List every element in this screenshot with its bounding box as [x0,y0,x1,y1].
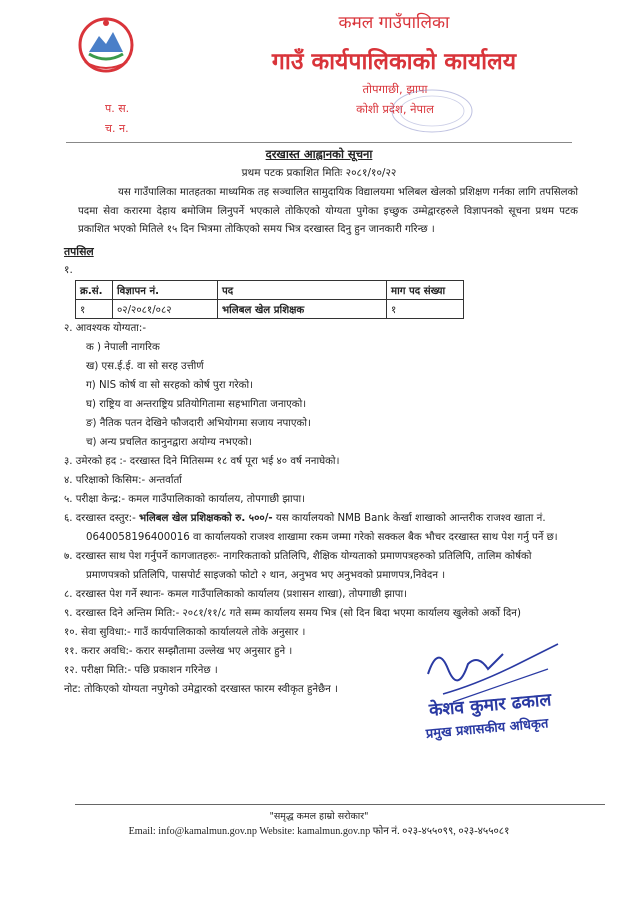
item-1-number: १. [64,264,73,276]
fee-amount: भलिबल खेल प्रशिक्षकको रु. ५००/- [139,513,273,524]
table-header-row [76,281,464,300]
qualification-item: क ) नेपाली नागरिक [86,342,160,353]
cell-ad-number: ०२/२०८१/०८२ [113,300,218,319]
footer-contact: Email: info@kamalmun.gov.np Website: kamalmun.gov.np फोन नं. ०२३-४५५०९९, ०२३-४५५०८१ [128,826,510,837]
office-location: तोपगाछी, झापा [362,82,428,96]
cell-serial: १ [76,300,113,319]
signatory-name: केशव कुमार ढकाल [428,690,553,721]
required-docs-cont: प्रमाणपत्रको प्रतिलिपि, पासपोर्ट साइजको फोटो २ थान, अनुभव भए अनुभवको प्रमाणपत्र,निवेदन । [86,570,446,581]
qualification-item: घ) राष्ट्रिय वा अन्तराष्ट्रिय प्रतियोगितामा सहभागिता जनाएको। [86,399,307,410]
contract-period: ११. करार अवधि:- करार सम्झौतामा उल्लेख भए अनुसार हुने । [64,646,293,657]
exam-date: १२. परीक्षा मिति:- पछि प्रकाशन गरिनेछ । [64,665,218,676]
fee-prefix: ६. दरखास्त दस्तुर:- [64,513,140,524]
header-position: पद [218,281,387,300]
notice-title: दरखास्त आह्वानको सूचना [265,147,373,161]
qualification-item: ख) एस.ई.ई. वा सो सरह उत्तीर्ण [86,361,204,372]
header-count: माग पद संख्या [387,281,464,300]
qualification-item: ङ) नैतिक पतन देखिने फौजदारी अभियोगमा सजाय नपाएको। [86,418,311,429]
required-docs: ७. दरखास्त साथ पेश गर्नुपर्ने कागजातहरुः- नागरिकताको प्रतिलिपि, शैक्षिक योग्यताको प्रमाणपत्रहरुको प्रतिलिपि, तालिम कोर्षको [64,551,532,562]
details-heading: तपसिल [64,245,94,258]
ps-label: प. स. [105,102,130,115]
header-divider [66,142,572,143]
cn-label: च. न. [105,122,129,135]
qualification-item: च) अन्य प्रचलित कानुनद्वारा अयोग्य नभएको। [86,437,252,448]
note: नोट: तोकिएको योग्यता नपुगेको उमेद्वारको दरखास्त फारम स्वीकृत हुनेछैन । [64,684,338,695]
deadline: ९. दरखास्त दिने अन्तिम मिति:- २०८१/११/८ गते सम्म कार्यालय समय भित्र (सो दिन बिदा भएमा कार्यालय खुलेको अर्को दिन) [64,608,521,619]
age-limit: ३. उमेरको हद :- दरखास्त दिने मितिसम्म १८ वर्ष पूरा भई ४० वर्ष ननाघेको। [64,456,340,467]
signatory-title: प्रमुख प्रशासकीय अधिकृत [425,716,549,742]
footer-divider [75,804,605,805]
exam-center: ५. परीक्षा केन्द्र:- कमल गाउँपालिकाको कार्यालय, तोपगाछी झापा। [64,494,305,505]
submission-place: ८. दरखास्त पेश गर्ने स्थानः- कमल गाउँपालिकाको कार्यालय (प्रशासन शाखा), तोपगाछी झापा। [64,589,408,600]
cell-position: भलिबल खेल प्रशिक्षक [218,300,387,319]
fee-suffix: यस कार्यालयको NMB Bank केर्खा शाखाको आन्तरीक राजश्व खाता नं. [272,513,546,524]
office-name: गाउँ कार्यपालिकाको कार्यालय [271,49,517,75]
fee-account-line: 0640058196400016 वा कार्यालयको राजश्व शाखामा रकम जम्मा गरेको सक्कल बैक भौचर दरखास्त साथ पेश गर्नु पर्ने छ। [86,532,558,543]
header-ad-number: विज्ञापन नं. [113,281,218,300]
publish-date: प्रथम पटक प्रकाशित मितिः २०८१/१०/२२ [241,167,397,179]
notice-body: यस गाउँपालिका मातहतका माध्यमिक तह सञ्चालित सामुदायिक विद्यालयमा भलिबल खेलको प्रशिक्षण गर्नका लागि तपसिलको पदमा सेवा करारमा देहाय बमोजिम लिनुपर्ने भएकाले तोकिएको योग्यता पुगेका इच्छुक उम्मेद्वारहरुले विज्ञापनको सूचना प्रथम पटक प्रकाशित भएको मितिले १५ दिन भित्रमा तोकिएको समय भित्र दरखास्त दिनु हुन जानकारी गरिन्छ । [78,187,578,235]
application-fee [64,510,546,524]
header-serial: क्र.सं. [76,281,113,300]
footer-motto: "समृद्ध कमल हाम्रो सरोकार" [269,811,369,822]
qualifications-heading: २. आवश्यक योग्यता:- [64,323,147,334]
office-stamp-icon [372,86,492,136]
municipality-name: कमल गाउँपालिका [338,13,450,33]
qualification-item: ग) NIS कोर्ष वा सो सरहको कोर्ष पुरा गरेको। [86,380,253,391]
service-facility: १०. सेवा सुविधा:- गाउँ कार्यपालिकाको कार्यालयले तोके अनुसार । [64,627,306,638]
nepal-emblem-icon [75,14,137,76]
exam-type: ४. परिक्षाको किसिम:- अन्तर्वार्ता [64,475,182,486]
table-row [76,300,464,319]
cell-count: १ [387,300,464,319]
posts-table [75,280,464,319]
office-province: कोशी प्रदेश, नेपाल [356,102,434,116]
